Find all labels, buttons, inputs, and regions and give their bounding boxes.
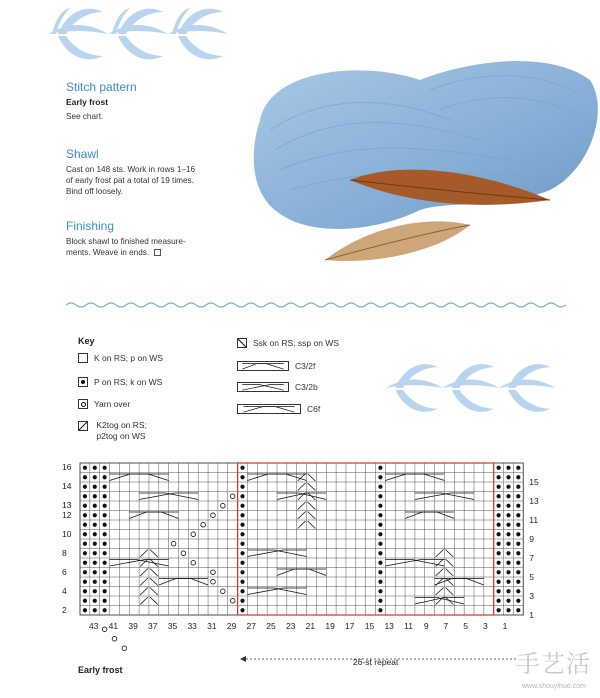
purl-dot: [93, 570, 97, 574]
purl-dot: [378, 580, 382, 584]
purl-dot: [240, 494, 244, 498]
c32f-cable-icon: [237, 361, 289, 371]
yarn-over-mark: [112, 636, 117, 641]
leaf-motif-right: [385, 356, 575, 418]
stitch-pattern-text: See chart.: [66, 112, 104, 121]
column-label: 29: [226, 621, 237, 631]
key-label: Yarn over: [94, 399, 131, 409]
purl-dot: [506, 485, 510, 489]
finishing-line-2-text: ments. Weave in ends.: [66, 248, 150, 257]
purl-dot: [240, 504, 244, 508]
purl-dot: [240, 580, 244, 584]
purl-dot: [497, 570, 501, 574]
row-label-right: 13: [529, 495, 539, 506]
purl-dot: [83, 494, 87, 498]
purl-dot: [506, 608, 510, 612]
purl-dot: [506, 513, 510, 517]
column-label: 37: [148, 621, 158, 631]
c6f-cable-icon: [237, 404, 301, 414]
purl-dot: [516, 532, 520, 536]
row-label-right: 1: [529, 609, 534, 620]
key-item-k2tog: [78, 420, 147, 442]
purl-dot: [506, 532, 510, 536]
row-label-right: 3: [529, 590, 534, 601]
purl-dot: [506, 542, 510, 546]
purl-dot: [83, 475, 87, 479]
purl-dot: [378, 523, 382, 527]
row-label-right: 11: [529, 514, 539, 525]
chart-caption: Early frost: [78, 665, 123, 675]
purl-dot: [497, 542, 501, 546]
purl-dot: [93, 580, 97, 584]
purl-dot: [506, 570, 510, 574]
column-label: 35: [167, 621, 178, 631]
purl-dot: [103, 551, 107, 555]
row-label-left: 2: [62, 604, 67, 615]
row-label-right: 9: [529, 533, 534, 544]
purl-dot: [378, 466, 382, 470]
purl-dot: [83, 599, 87, 603]
purl-dot: [516, 485, 520, 489]
purl-dot: [240, 542, 244, 546]
key-label-2: p2tog on WS: [96, 431, 146, 441]
purl-dot: [103, 494, 107, 498]
watermark-cn: 手艺活: [516, 650, 591, 678]
purl-dot: [378, 561, 382, 565]
purl-dot: [497, 599, 501, 603]
purl-dot: [240, 599, 244, 603]
purl-dot: [516, 475, 520, 479]
purl-dot: [506, 599, 510, 603]
purl-dot: [83, 523, 87, 527]
purl-dot: [103, 570, 107, 574]
column-label: 43: [88, 621, 99, 631]
purl-dot: [240, 561, 244, 565]
k2tog-icon: [78, 421, 88, 431]
column-label: 39: [128, 621, 138, 631]
column-label: 7: [443, 621, 449, 631]
purl-dot-icon: [78, 377, 88, 387]
purl-dot: [497, 551, 501, 555]
purl-dot: [93, 542, 97, 546]
finishing-line-1: Block shawl to finished measure-: [66, 237, 186, 246]
column-label: 15: [364, 621, 375, 631]
column-label: 41: [108, 621, 119, 631]
purl-dot: [83, 580, 87, 584]
purl-dot: [240, 532, 244, 536]
purl-dot: [83, 561, 87, 565]
purl-dot: [516, 513, 520, 517]
purl-dot: [83, 485, 87, 489]
purl-dot: [93, 532, 97, 536]
purl-dot: [378, 599, 382, 603]
finishing-line-2: [66, 247, 161, 258]
purl-dot: [497, 485, 501, 489]
purl-dot: [103, 466, 107, 470]
purl-dot: [497, 504, 501, 508]
purl-dot: [497, 608, 501, 612]
yarn-over-mark: [102, 627, 107, 632]
row-label-left: 8: [62, 547, 67, 558]
purl-dot: [497, 532, 501, 536]
purl-dot: [93, 494, 97, 498]
finishing-heading: Finishing: [66, 219, 115, 233]
purl-dot: [516, 504, 520, 508]
purl-dot: [497, 523, 501, 527]
key-item-knit: [78, 353, 163, 363]
purl-dot: [378, 570, 382, 574]
row-label-left: 10: [62, 528, 72, 539]
column-label: 31: [207, 621, 217, 631]
purl-dot: [516, 551, 520, 555]
row-label-right: 7: [529, 552, 534, 563]
purl-dot: [497, 561, 501, 565]
purl-dot: [103, 513, 107, 517]
purl-dot: [83, 608, 87, 612]
purl-dot: [506, 551, 510, 555]
purl-dot: [516, 523, 520, 527]
purl-dot: [93, 475, 97, 479]
column-label: 25: [266, 621, 276, 631]
purl-dot: [83, 513, 87, 517]
purl-dot: [83, 504, 87, 508]
purl-dot: [516, 466, 520, 470]
key-label: K on RS; p on WS: [94, 353, 163, 363]
purl-dot: [497, 494, 501, 498]
key-item-c6f: [237, 404, 320, 414]
column-label: 1: [502, 621, 508, 631]
column-label: 5: [463, 621, 468, 631]
purl-dot: [103, 580, 107, 584]
column-label: 9: [423, 621, 429, 631]
yarn-skein-image: [250, 50, 600, 280]
purl-dot: [240, 589, 244, 593]
purl-dot: [506, 475, 510, 479]
purl-dot: [516, 561, 520, 565]
purl-dot: [93, 513, 97, 517]
purl-dot: [516, 570, 520, 574]
purl-dot: [240, 523, 244, 527]
key-label: P on RS; k on WS: [94, 377, 163, 387]
row-label-left: 14: [62, 481, 72, 491]
purl-dot: [83, 542, 87, 546]
purl-dot: [93, 466, 97, 470]
purl-dot: [506, 523, 510, 527]
stitch-pattern-subheading: Early frost: [66, 97, 109, 107]
purl-dot: [83, 466, 87, 470]
purl-dot: [103, 608, 107, 612]
purl-dot: [506, 580, 510, 584]
purl-dot: [516, 494, 520, 498]
purl-dot: [378, 608, 382, 612]
purl-dot: [516, 589, 520, 593]
purl-dot: [83, 570, 87, 574]
purl-dot: [93, 561, 97, 565]
purl-dot: [83, 532, 87, 536]
key-label: C3/2b: [295, 382, 318, 392]
key-title: Key: [78, 336, 95, 346]
purl-dot: [103, 485, 107, 489]
purl-dot: [506, 589, 510, 593]
key-label: Ssk on RS; ssp on WS: [253, 338, 339, 348]
purl-dot: [93, 523, 97, 527]
purl-dot: [378, 551, 382, 555]
purl-dot: [93, 551, 97, 555]
purl-dot: [506, 466, 510, 470]
ssk-icon: [237, 338, 247, 348]
column-label: 19: [325, 621, 335, 631]
purl-dot: [497, 475, 501, 479]
yarn-over-mark: [122, 646, 127, 651]
purl-dot: [83, 551, 87, 555]
yarn-over-icon: [78, 399, 88, 409]
purl-dot: [516, 599, 520, 603]
purl-dot: [93, 599, 97, 603]
key-item-c32f: [237, 361, 315, 371]
column-label: 3: [482, 621, 488, 631]
stitch-pattern-heading: Stitch pattern: [66, 80, 137, 94]
column-label: 17: [345, 621, 355, 631]
purl-dot: [506, 504, 510, 508]
purl-dot: [93, 608, 97, 612]
purl-dot: [378, 485, 382, 489]
purl-dot: [93, 589, 97, 593]
purl-dot: [103, 542, 107, 546]
knit-symbol-icon: [78, 353, 88, 363]
purl-dot: [240, 466, 244, 470]
purl-dot: [240, 608, 244, 612]
purl-dot: [378, 494, 382, 498]
column-label: 11: [404, 621, 413, 631]
key-item-ssk: [237, 338, 339, 348]
key-label: C6f: [307, 404, 321, 414]
column-label: 13: [384, 621, 394, 631]
key-label: K2tog on RS;: [96, 420, 147, 430]
purl-dot: [103, 523, 107, 527]
end-mark-icon: [154, 249, 161, 256]
wavy-divider: [66, 301, 566, 309]
purl-dot: [497, 580, 501, 584]
c32b-cable-icon: [237, 382, 289, 392]
purl-dot: [103, 589, 107, 593]
purl-dot: [516, 542, 520, 546]
column-label: 21: [305, 621, 316, 631]
purl-dot: [497, 589, 501, 593]
row-label-right: 15: [529, 476, 539, 487]
purl-dot: [103, 532, 107, 536]
purl-dot: [93, 485, 97, 489]
purl-dot: [240, 551, 244, 555]
row-label-left: 4: [62, 585, 67, 596]
purl-dot: [240, 485, 244, 489]
purl-dot: [497, 513, 501, 517]
purl-dot: [378, 513, 382, 517]
key-item-yarn-over: [78, 399, 130, 409]
purl-dot: [103, 475, 107, 479]
purl-dot: [103, 561, 107, 565]
leaf-motif-top: [48, 0, 248, 66]
shawl-line-1: Cast on 148 sts. Work in rows 1–16: [66, 165, 196, 174]
column-label: 33: [187, 621, 197, 631]
row-label-left: 16: [62, 462, 72, 472]
purl-dot: [506, 494, 510, 498]
purl-dot: [93, 504, 97, 508]
row-label-right: 5: [529, 571, 534, 582]
column-label: 27: [246, 621, 257, 631]
purl-dot: [378, 589, 382, 593]
key-item-purl: [78, 377, 162, 387]
purl-dot: [83, 589, 87, 593]
key-label: C3/2f: [295, 361, 316, 371]
purl-dot: [103, 504, 107, 508]
purl-dot: [378, 542, 382, 546]
purl-dot: [516, 580, 520, 584]
shawl-line-3: Bind off loosely.: [66, 187, 124, 196]
purl-dot: [240, 570, 244, 574]
column-label: 23: [285, 621, 296, 631]
shawl-heading: Shawl: [66, 147, 99, 161]
purl-dot: [240, 513, 244, 517]
purl-dot: [103, 599, 107, 603]
purl-dot: [240, 475, 244, 479]
purl-dot: [378, 475, 382, 479]
key-item-c32b: [237, 382, 318, 392]
purl-dot: [497, 466, 501, 470]
watermark-url: www.shouyihuo.com: [522, 683, 586, 690]
purl-dot: [506, 561, 510, 565]
row-label-left: 12: [62, 509, 72, 520]
shawl-line-2: of early frost pat a total of 19 times.: [66, 176, 194, 185]
row-label-left: 13: [62, 500, 72, 510]
purl-dot: [378, 504, 382, 508]
row-label-left: 6: [62, 566, 67, 577]
repeat-label: 26-st repeat: [353, 657, 399, 667]
purl-dot: [516, 608, 520, 612]
purl-dot: [378, 532, 382, 536]
